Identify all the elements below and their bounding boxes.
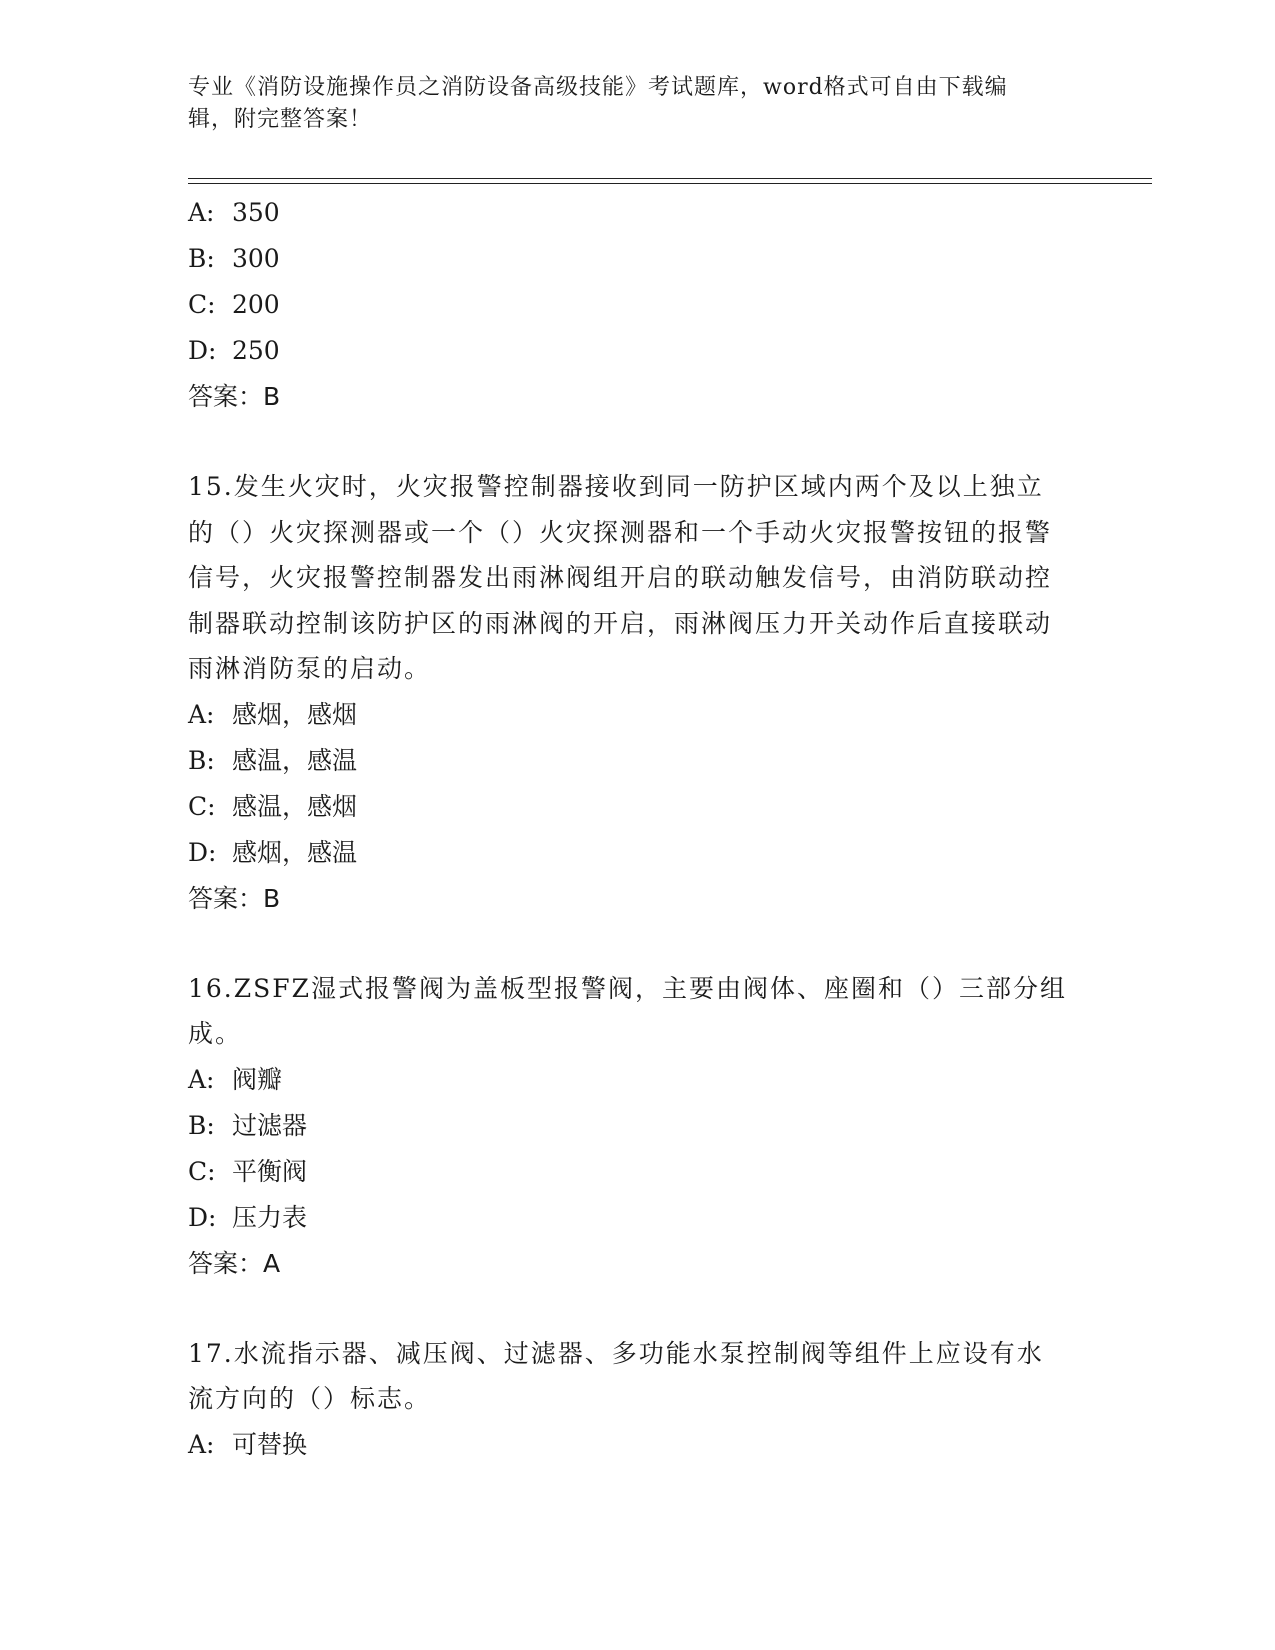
question-17 [188,1331,1088,1468]
option-text: 可替换 [232,1429,308,1459]
answer-line: 答案：B [188,382,281,411]
question-15 [188,464,1088,922]
answer-line: 答案：B [188,883,281,913]
question-text: 17.水流指示器、减压阀、过滤器、多功能水泵控制阀等组件上应设有水流方向的（）标志。 [188,1338,1044,1413]
question-text: 15.发生火灾时，火灾报警控制器接收到同一防护区域内两个及以上独立的（）火灾探测器或一个（）火灾探测器和一个手动火灾报警按钮的报警信号，火灾报警控制器发出雨淋阀组开启的联动触发信号，由消防联动控制器联动控制该防护区的雨淋阀的开启，雨淋阀压力开关动作后直接联动雨淋消防泵的启动。 [188,472,1053,683]
option-c [188,784,1088,830]
option-key: C: [188,290,216,319]
option-text: 250 [232,336,280,365]
option-text: 感温，感温 [232,745,358,775]
option-a [188,1057,1088,1103]
option-d [188,328,1088,374]
option-b [188,236,1088,282]
question-text: 16.ZSFZ湿式报警阀为盖板型报警阀，主要由阀体、座圈和（）三部分组成。 [188,973,1067,1048]
option-b [188,1103,1088,1149]
header-divider-top [188,178,1152,179]
option-a [188,190,1088,236]
option-a [188,692,1088,738]
option-key: A: [188,1429,215,1459]
option-key: B: [188,1110,215,1140]
option-text: 平衡阀 [232,1156,308,1186]
option-text: 350 [232,198,280,227]
option-key: A: [188,699,215,729]
option-key: C: [188,1156,216,1186]
option-text: 300 [232,244,280,273]
option-text: 阀瓣 [232,1064,283,1094]
question-16 [188,966,1088,1287]
option-d [188,830,1088,876]
option-key: A: [188,198,215,227]
header-divider-bottom [188,183,1152,184]
option-text: 200 [232,290,280,319]
question-list [188,190,1088,1468]
option-text: 过滤器 [232,1110,308,1140]
page-header [188,72,1068,136]
option-d [188,1195,1088,1241]
option-key: B: [188,244,215,273]
option-text: 压力表 [232,1202,308,1232]
question-14-continued [188,190,1088,420]
option-a [188,1422,1088,1468]
option-text: 感温，感烟 [232,791,358,821]
option-text: 感烟，感烟 [232,699,358,729]
option-key: B: [188,745,215,775]
option-key: C: [188,791,216,821]
option-c [188,282,1088,328]
header-line-2: 辑，附完整答案！ [188,107,373,132]
option-key: D: [188,336,217,365]
option-key: A: [188,1064,215,1094]
option-b [188,738,1088,784]
answer-line: 答案：A [188,1248,281,1278]
option-text: 感烟，感温 [232,837,358,867]
option-key: D: [188,837,217,867]
option-key: D: [188,1202,217,1232]
option-c [188,1149,1088,1195]
header-line-1: 专业《消防设施操作员之消防设备高级技能》考试题库，word格式可自由下载编 [188,75,1008,100]
